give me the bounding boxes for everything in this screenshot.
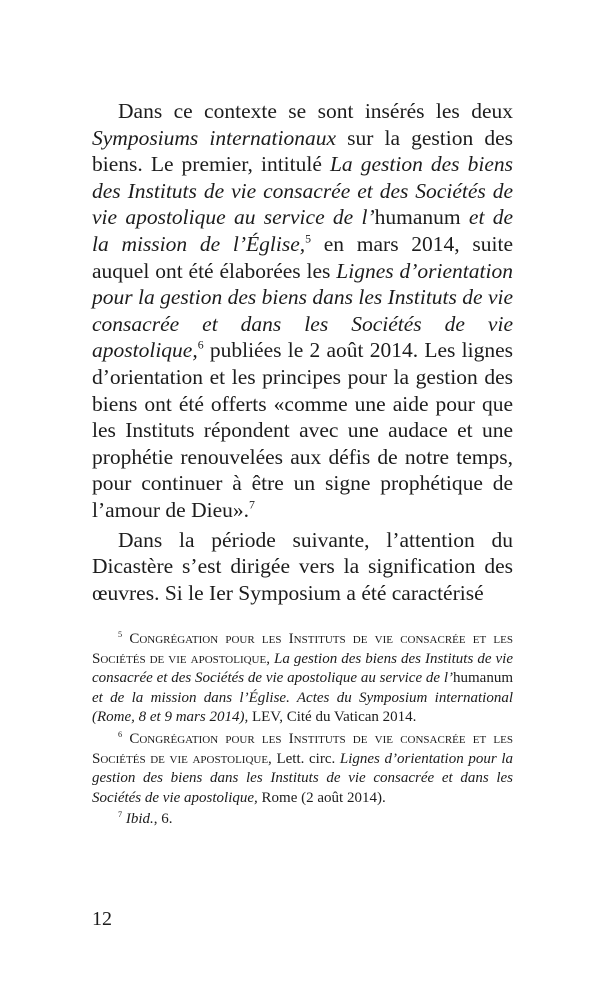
footnote-7 [92,810,513,830]
page-number: 12 [92,908,112,930]
footnotes [92,630,513,832]
text-run: en mars 2014, suite auquel ont été élaborées les [92,231,513,283]
roman-word: humanum [453,670,513,687]
footnote-number: 7 [118,810,123,820]
text-run: Dans ce contexte se sont insérés les deux [118,99,513,123]
italic-title: et de la mission de l’Église, [92,205,514,256]
footnote-ref-5[interactable]: 5 [305,231,312,246]
italic-title: La gestion des biens des Instituts de vie consacrée et des Sociétés de vie apostolique au service de l’ [92,152,513,230]
footnote-author: Congrégation pour les Instituts de vie consacrée et les Sociétés de vie apostolique, [92,631,513,667]
footnote-text: LEV, Cité du Vatican 2014. [248,709,417,726]
footnote-number: 6 [118,730,123,740]
paragraph-2: Dans la période suivante, l’attention du Dicastère s’est dirigée vers la signification des œuvres. Si le Ier Symposium a été caractérisé [92,527,513,605]
text-run: sur la gestion des biens. Le premier, intitulé [92,125,513,177]
body-text [92,98,513,606]
paragraph-1 [92,98,513,524]
footnote-text: , 6. [153,811,173,828]
footnote-number: 5 [118,630,123,640]
italic-title: Symposiums internationaux [92,125,337,150]
footnote-6 [92,730,513,808]
footnote-title: Ibid. [125,811,154,828]
footnote-ref-6[interactable]: 6 [197,338,204,353]
italic-title: Lignes d’orientation pour la gestion des biens dans les Instituts de vie consacrée et dans les Sociétés de vie apostolique, [92,258,514,363]
footnote-text: Rome (2 août 2014). [257,789,386,806]
footnote-5 [92,630,513,728]
footnote-title: Lignes d’orientation pour la gestion des biens dans les Instituts de vie consacrée et dans les Sociétés de vie apostolique, [92,750,513,806]
roman-word: humanum [374,205,461,230]
text-run: publiées le 2 août 2014. Les lignes d’orientation et les principes pour la gestion des biens ont été offerts «comme une aide pour que les Instituts répondent avec une audace et une prophétie renouvelées aux défis de notre temps, pour continuer à être un signe prophétique de l’amour de Dieu». [92,338,513,522]
footnote-title: et de la mission dans l’Église. Actes du Symposium international (Rome, 8 et 9 mars 2014), [92,689,513,726]
footnote-title: La gestion des biens des Instituts de vie consacrée et des Sociétés de vie apostolique au service de l’ [92,650,513,687]
footnote-text: Lett. circ. [271,750,340,767]
footnote-ref-7[interactable]: 7 [249,497,255,512]
footnote-author: Congrégation pour les Instituts de vie consacrée et les Sociétés de vie apostolique, [92,730,513,767]
